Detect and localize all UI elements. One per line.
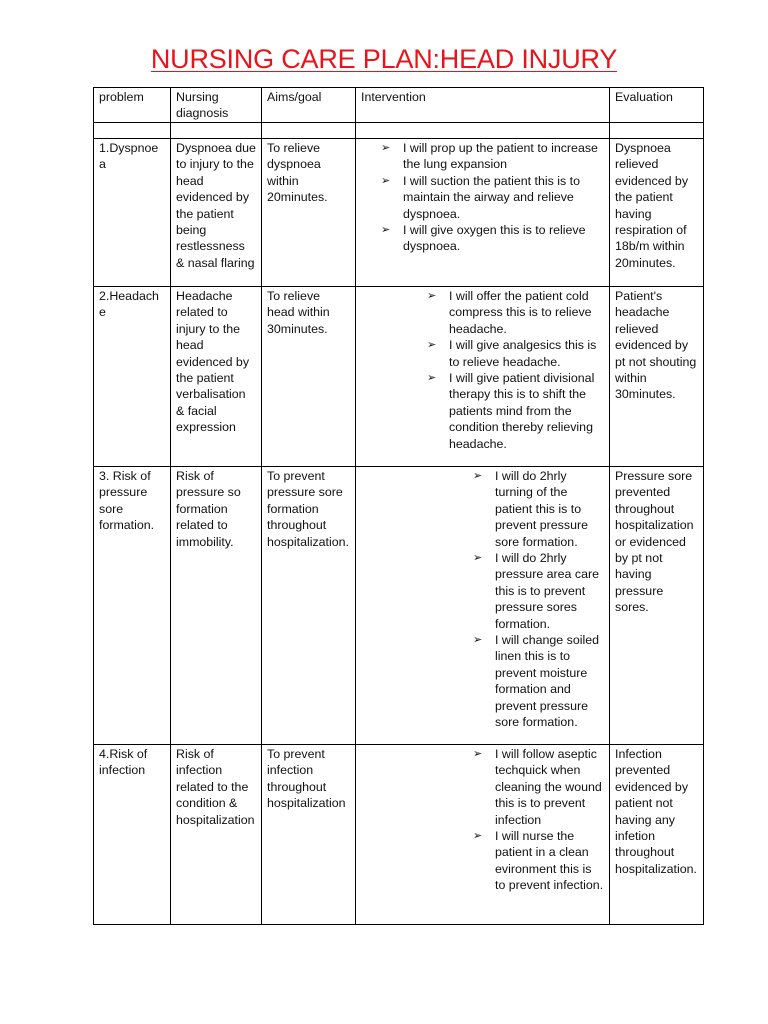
problem-cell: 3. Risk of pressure sore formation. — [94, 467, 171, 745]
intervention-item — [473, 550, 604, 632]
aim-cell: To relieve head within 30minutes. — [262, 287, 356, 467]
diagnosis-cell: Risk of infection related to the condition & hospitalization — [171, 745, 262, 925]
intervention-text: I will follow aseptic techquick when cleaning the wound this is to prevent infection — [495, 747, 602, 827]
evaluation-cell: Patient's headache relieved evidenced by pt not shouting within 30minutes. — [610, 287, 704, 467]
table-row — [94, 287, 704, 467]
intervention-text: I will give oxygen this is to relieve dyspnoea. — [403, 223, 586, 254]
aim-cell: To prevent pressure sore formation throughout hospitalization. — [262, 467, 356, 745]
intervention-text: I will change soiled linen this is to prevent moisture formation and prevent pressure sore formation. — [495, 633, 600, 730]
problem-cell: 2.Headache — [94, 287, 171, 467]
aim-cell: To relieve dyspnoea within 20minutes. — [262, 139, 356, 287]
intervention-item — [473, 468, 604, 550]
intervention-item — [381, 173, 604, 222]
diagnosis-cell: Risk of pressure so formation related to immobility. — [171, 467, 262, 745]
arrow-bullet-icon: ➢ — [473, 470, 483, 482]
arrow-bullet-icon: ➢ — [381, 174, 391, 187]
header-evaluation: Evaluation — [610, 88, 704, 123]
intervention-text: I will suction the patient this is to maintain the airway and relieve dyspnoea. — [403, 173, 580, 221]
problem-cell: 1.Dyspnoea — [94, 139, 171, 287]
evaluation-cell: Pressure sore prevented throughout hospitalization or evidenced by pt not having pressure sores. — [610, 467, 704, 745]
intervention-list — [427, 288, 604, 452]
intervention-item — [427, 370, 604, 452]
page-title: NURSING CARE PLAN:HEAD INJURY — [150, 44, 618, 74]
intervention-list — [381, 140, 604, 255]
intervention-item — [473, 746, 604, 828]
arrow-bullet-icon: ➢ — [473, 634, 483, 647]
intervention-list — [473, 468, 604, 731]
intervention-text: I will do 2hrly turning of the patient this is to prevent pressure sore formation. — [495, 469, 588, 549]
arrow-bullet-icon: ➢ — [473, 830, 483, 843]
header-aims-goal: Aims/goal — [262, 88, 356, 123]
intervention-item — [427, 337, 604, 370]
intervention-cell — [356, 139, 610, 287]
arrow-bullet-icon: ➢ — [381, 142, 391, 154]
intervention-text: I will offer the patient cold compress this is to relieve headache. — [449, 289, 592, 336]
intervention-item — [473, 632, 604, 730]
intervention-cell — [356, 287, 610, 467]
intervention-cell — [356, 467, 610, 745]
problem-cell: 4.Risk of infection — [94, 745, 171, 925]
arrow-bullet-icon: ➢ — [381, 224, 391, 237]
intervention-list — [473, 746, 604, 894]
spacer-row — [94, 123, 704, 139]
arrow-bullet-icon: ➢ — [427, 339, 437, 352]
diagnosis-cell: Headache related to injury to the head evidenced by the patient verbalisation & facial expression — [171, 287, 262, 467]
header-nursing-diagnosis: Nursing diagnosis — [171, 88, 262, 123]
intervention-text: I will nurse the patient in a clean evironment this is to prevent infection. — [495, 829, 604, 893]
table-row — [94, 745, 704, 925]
intervention-cell — [356, 745, 610, 925]
care-plan-table — [93, 87, 704, 925]
arrow-bullet-icon: ➢ — [427, 372, 437, 385]
intervention-item — [381, 222, 604, 255]
intervention-item — [427, 288, 604, 337]
intervention-text: I will prop up the patient to increase the lung expansion — [403, 141, 598, 172]
intervention-text: I will do 2hrly pressure area care this is to prevent pressure sores formation. — [495, 551, 599, 631]
intervention-item — [381, 140, 604, 173]
header-intervention: Intervention — [356, 88, 610, 123]
header-row — [94, 88, 704, 123]
aim-cell: To prevent infection throughout hospitalization — [262, 745, 356, 925]
intervention-text: I will give analgesics this is to relieve headache. — [449, 338, 597, 369]
arrow-bullet-icon: ➢ — [473, 552, 483, 565]
intervention-item — [473, 828, 604, 894]
evaluation-cell: Dyspnoea relieved evidenced by the patient having respiration of 18b/m within 20minutes. — [610, 139, 704, 287]
intervention-text: I will give patient divisional therapy this is to shift the patients mind from the condition thereby relieving headache. — [449, 371, 595, 451]
table-row — [94, 467, 704, 745]
table-row — [94, 139, 704, 287]
evaluation-cell: Infection prevented evidenced by patient not having any infetion throughout hospitalization. — [610, 745, 704, 925]
diagnosis-cell: Dyspnoea due to injury to the head evidenced by the patient being restlessness & nasal flaring — [171, 139, 262, 287]
arrow-bullet-icon: ➢ — [427, 290, 437, 302]
arrow-bullet-icon: ➢ — [473, 748, 483, 760]
header-problem: problem — [94, 88, 171, 123]
